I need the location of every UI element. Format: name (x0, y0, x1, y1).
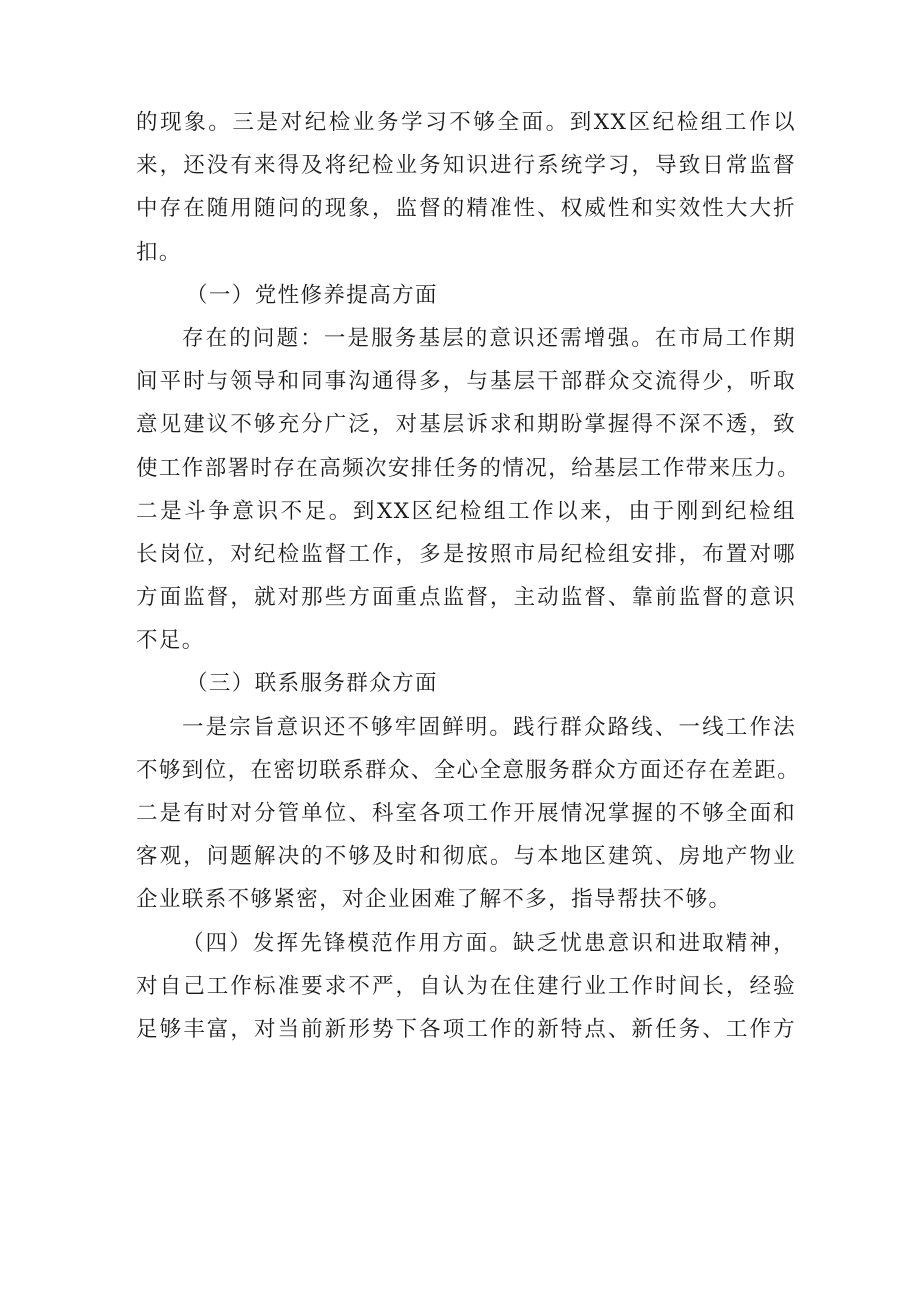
paragraph-line: 意见建议不够充分广泛，对基层诉求和期盼掌握得不深不透，致 (136, 412, 796, 438)
paragraph-line: 客观，问题解决的不够及时和彻底。与本地区建筑、房地产物业 (136, 844, 796, 870)
paragraph-line: 企业联系不够紧密，对企业困难了解不多，指导帮扶不够。 (136, 887, 732, 913)
paragraph-line: 二是斗争意识不足。到XX区纪检组工作以来，由于刚到纪检组 (136, 498, 796, 524)
paragraph-line: 不足。 (136, 628, 205, 654)
paragraph-line: 中存在随用随问的现象，监督的精准性、权威性和实效性大大折 (136, 196, 796, 222)
paragraph-line: 扣。 (136, 239, 182, 265)
paragraph-line: 方面监督，就对那些方面重点监督，主动监督、靠前监督的意识 (136, 585, 796, 611)
paragraph-line: 不够到位，在密切联系群众、全心全意服务群众方面还存在差距。 (136, 757, 801, 783)
paragraph-line: 的现象。三是对纪检业务学习不够全面。到XX区纪检组工作以 (136, 110, 796, 135)
paragraph-line: 间平时与领导和同事沟通得多，与基层干部群众交流得少，听取 (136, 369, 796, 395)
paragraph-line: 来，还没有来得及将纪检业务知识进行系统学习，导致日常监督 (136, 153, 796, 179)
section-heading: （三）联系服务群众方面 (186, 671, 438, 697)
paragraph-line: 对自己工作标准要求不严，自认为在住建行业工作时间长，经验 (136, 973, 796, 999)
section-heading: （一）党性修养提高方面 (186, 282, 438, 308)
section-heading: （四）发挥先锋模范作用方面。缺乏忧患意识和进取精神， (182, 930, 796, 956)
paragraph-line: 二是有时对分管单位、科室各项工作开展情况掌握的不够全面和 (136, 801, 796, 826)
document-body (136, 101, 801, 1051)
paragraph-line: 使工作部署时存在高频次安排任务的情况，给基层工作带来压力。 (136, 455, 801, 481)
paragraph-line: 存在的问题：一是服务基层的意识还需增强。在市局工作期 (182, 325, 796, 351)
paragraph-line: 长岗位，对纪检监督工作，多是按照市局纪检组安排，布置对哪 (136, 541, 796, 567)
paragraph-line: 一是宗旨意识还不够牢固鲜明。践行群众路线、一线工作法 (182, 714, 796, 740)
paragraph-line: 足够丰富，对当前新形势下各项工作的新特点、新任务、工作方 (136, 1016, 796, 1042)
